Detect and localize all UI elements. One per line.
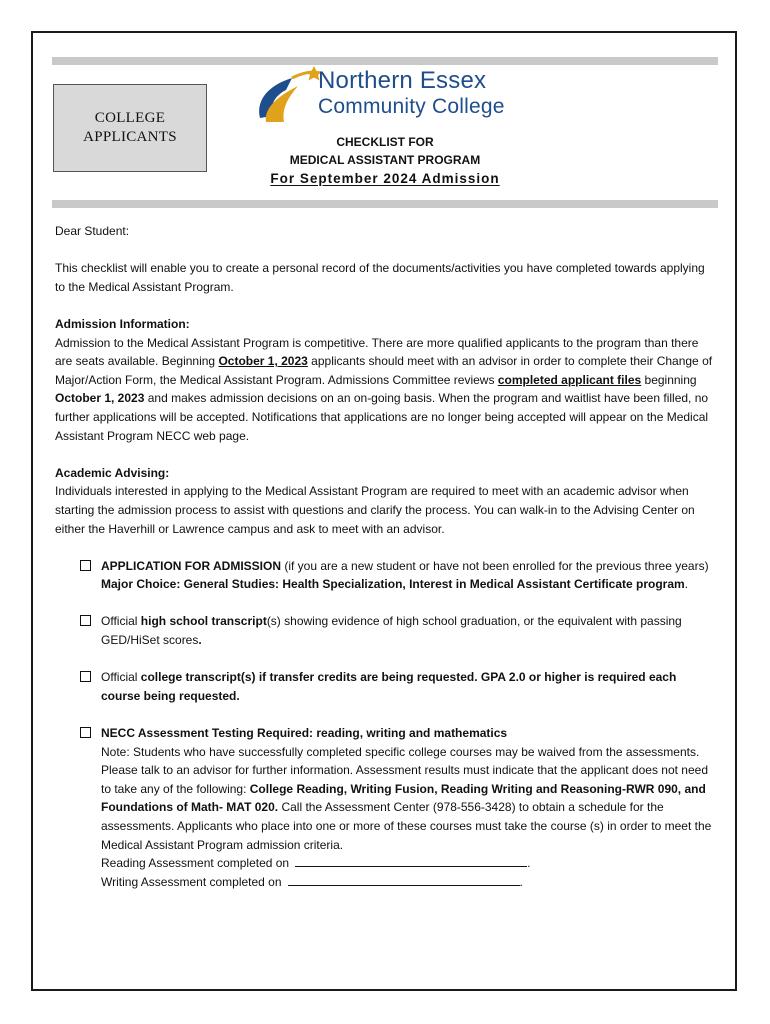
applicants-box-line1: COLLEGE — [94, 110, 166, 126]
program-heading: MEDICAL ASSISTANT PROGRAM — [289, 153, 481, 167]
application-checkbox[interactable] — [80, 560, 91, 571]
header-top-rule — [52, 57, 718, 65]
reading-assessment-row: Reading Assessment completed on . — [101, 856, 531, 871]
checklist-for-heading: CHECKLIST FOR — [336, 135, 434, 149]
assessment-checkbox[interactable] — [80, 727, 91, 738]
completed-files-emphasis: completed applicant files — [497, 372, 642, 387]
start-date-2: October 1, 2023 — [55, 391, 145, 406]
intro-paragraph: This checklist will enable you to create a personal record of the documents/activities you have completed towards applying to the Medical Assistant Program. — [55, 261, 705, 294]
header-bottom-rule — [52, 200, 718, 208]
assessment-title: NECC Assessment Testing Required: reading, writing and mathematics — [101, 726, 508, 741]
reading-date-field[interactable] — [295, 855, 527, 867]
checklist-item-application: APPLICATION FOR ADMISSION (if you are a new student or have not been enrolled for the previous three years) Major Choice: General Studies: Health Specialization, Interest in Medical Assistant Certificate program. — [55, 557, 717, 594]
academic-advising-title: Academic Advising: — [55, 465, 170, 480]
college-transcript-checkbox[interactable] — [80, 671, 91, 682]
applicants-box-line2: APPLICANTS — [83, 129, 177, 145]
admission-term-heading: For September 2024 Admission — [270, 171, 500, 186]
logo-name-line2: Community College — [318, 95, 505, 118]
document-body — [55, 222, 717, 891]
start-date-1: October 1, 2023 — [218, 354, 308, 369]
checklist-item-hs-transcript: Official high school transcript(s) showing evidence of high school graduation, or the equivalent with passing GED/HiSet scores. — [55, 612, 717, 649]
logo-name-line1: Northern Essex — [318, 67, 487, 94]
admission-info-title: Admission Information: — [55, 316, 190, 331]
writing-assessment-row: Writing Assessment completed on . — [101, 874, 523, 889]
checklist-item-college-transcript: Official college transcript(s) if transfer credits are being requested. GPA 2.0 or higher is required each course being requested. — [55, 668, 717, 705]
college-applicants-box — [53, 84, 207, 172]
greeting: Dear Student: — [55, 224, 130, 238]
academic-advising-paragraph: Individuals interested in applying to the Medical Assistant Program are required to meet with an academic advisor when starting the admission process to assist with questions and clarify the process. You can walk-in to the Advising Center on either the Haverhill or Lawrence campus and ask to meet with an advisor. — [55, 484, 695, 536]
checklist-item-assessment: NECC Assessment Testing Required: reading, writing and mathematics Note: Students who have successfully completed specific college courses may be waived from the assessments. Please talk to an advisor for further information. Assessment results must indicate that the applicant does not need to take any of the following: College Reading, Writing Fusion, Reading Writing and Reasoning-RWR 090, and Foundations of Math- MAT 020. Call the Assessment Center (978-556-3428) to obtain a schedule for the assessments. Applicants who place into one or more of these courses must take the course (s) in order to meet the Medical Assistant Program admission criteria. Reading Assessment completed on . Writing Assessment completed on . — [55, 724, 717, 891]
writing-date-field[interactable] — [288, 874, 520, 886]
admission-info-paragraph: Admission to the Medical Assistant Program is competitive. There are more qualified applicants to the program than there are seats available. Beginning October 1, 2023 applicants should meet with an advisor in order to complete their Change of Major/Action Form, the Medical Assistant Program. Admissions Committee reviews completed applicant files beginning October 1, 2023 and makes admission decisions on an on-going basis. When the program and waitlist have been filled, no further applications will be accepted. Notifications that applications are no longer being accepted will appear on the Medical Assistant Program NECC web page. — [55, 335, 713, 443]
hs-transcript-checkbox[interactable] — [80, 615, 91, 626]
